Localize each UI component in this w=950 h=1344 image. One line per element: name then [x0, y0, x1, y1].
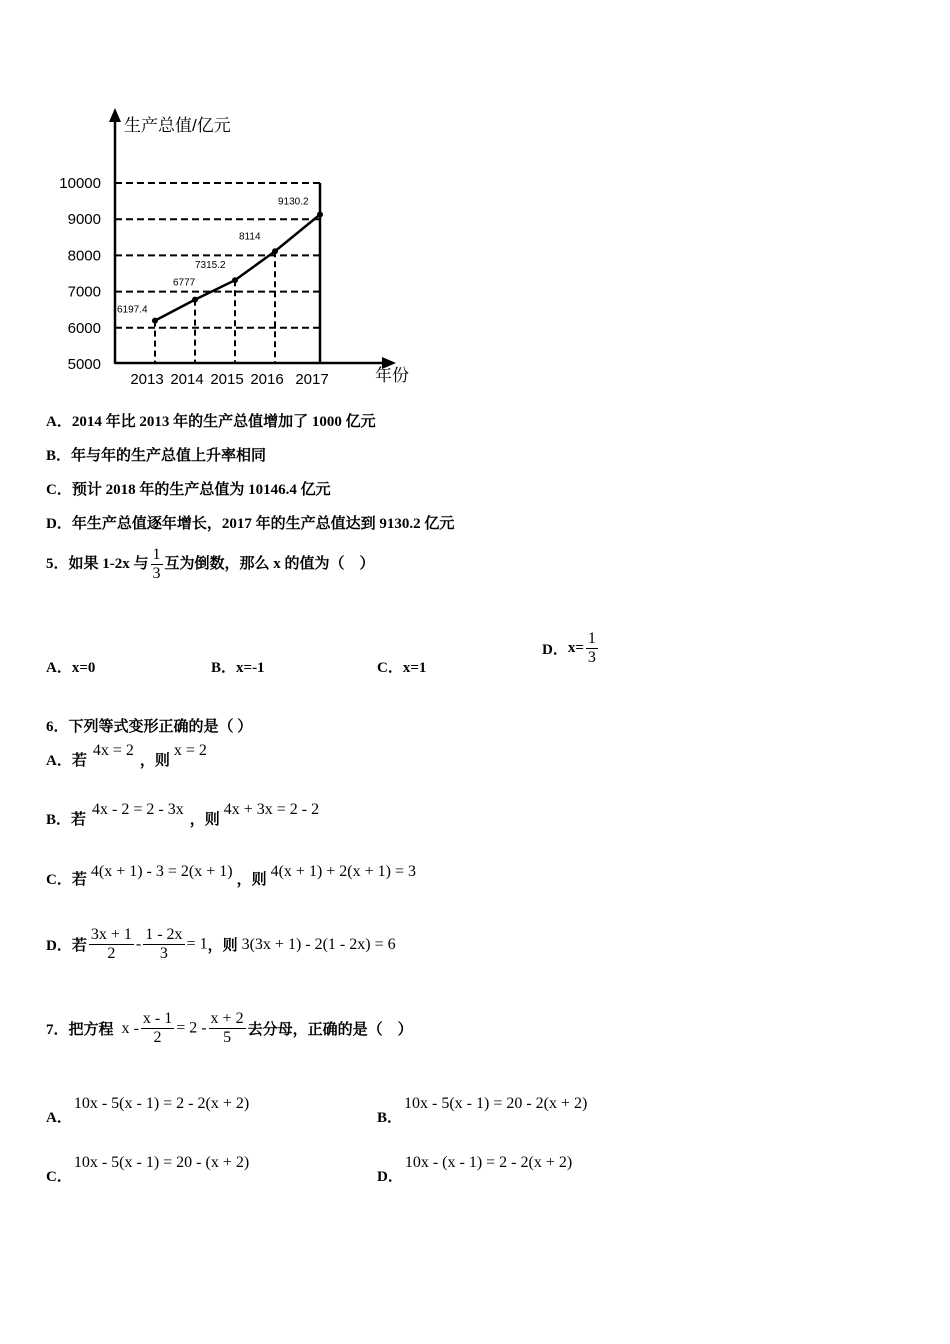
option-label: D．: [377, 1169, 403, 1185]
condition-expr: 4x - 2 = 2 - 3x: [92, 801, 184, 818]
option-label: B．: [377, 1110, 403, 1126]
option-label: B．: [46, 448, 72, 464]
option-text: x=: [567, 640, 584, 656]
option-text: x=0: [71, 660, 96, 676]
y-axis-arrow: [109, 108, 121, 122]
option-label: D．: [542, 642, 568, 658]
data-label-2015: 7315.2: [195, 260, 226, 272]
q6-option-a[interactable]: [46, 742, 207, 770]
y-tick-label-7000: 7000: [67, 283, 101, 301]
q4-option-d[interactable]: [46, 512, 454, 533]
option-label: A．: [46, 660, 72, 676]
data-point-2016: [272, 248, 278, 254]
equation-part: = 2 -: [176, 1019, 207, 1037]
q5-option-c[interactable]: [377, 656, 426, 677]
option-label: A．: [46, 414, 72, 430]
q4-option-a[interactable]: [46, 410, 376, 431]
ze-text: ，则: [189, 812, 220, 828]
option-text: x=-1: [236, 660, 265, 676]
ze-text: ，则: [236, 872, 267, 888]
x-tick-label-2013: 2013: [130, 371, 164, 388]
option-expr: 10x - (x - 1) = 2 - 2(x + 2): [404, 1154, 573, 1171]
stem-text: 把方程: [68, 1022, 114, 1038]
numerator: 1: [152, 546, 161, 563]
ze-text: ，则: [139, 753, 170, 769]
result-expr: x = 2: [173, 742, 207, 759]
y-tick-label-8000: 8000: [67, 247, 101, 265]
fraction-one-third: [151, 546, 163, 583]
ruo-text: 若: [71, 938, 87, 954]
y-axis-label: 生产总值/亿元: [124, 116, 231, 135]
denominator: 2: [107, 945, 116, 962]
ruo-text: 若: [71, 872, 87, 888]
stem-text: 去分母，正确的是（ ）: [247, 1022, 413, 1038]
q7-option-b[interactable]: [377, 1092, 588, 1126]
data-point-2017: [317, 211, 323, 217]
y-tick-label-10000: 10000: [59, 175, 101, 192]
fraction-x-minus-1-over-2: [141, 1010, 174, 1047]
fraction-one-third: [586, 630, 598, 667]
option-text: 年生产总值逐年增长，2017 年的生产总值达到 9130.2 亿元: [71, 516, 455, 532]
question-number: 6．: [46, 719, 69, 735]
equals-one: = 1: [186, 935, 208, 953]
q5-option-b[interactable]: [211, 656, 265, 677]
x-tick-label-2016: 2016: [250, 371, 284, 388]
denominator: 3: [152, 565, 161, 582]
data-label-2014: 6777: [173, 277, 196, 289]
result-expr: 4x + 3x = 2 - 2: [223, 801, 320, 818]
data-point-2013: [152, 318, 158, 324]
option-label: D．: [46, 938, 72, 954]
result-expr: 4(x + 1) + 2(x + 1) = 3: [270, 863, 416, 880]
q6-option-d[interactable]: [46, 926, 396, 963]
denominator: 5: [223, 1029, 232, 1046]
ruo-text: 若: [71, 753, 87, 769]
q7-option-a[interactable]: [46, 1092, 250, 1126]
x-tick-label-2017: 2017: [295, 371, 329, 388]
numerator: x + 2: [210, 1010, 244, 1027]
numerator: 1: [587, 630, 596, 647]
ze-text: ，则: [207, 938, 238, 954]
stem-text: 互为倒数，那么 x 的值为（ ）: [164, 555, 375, 572]
minus-sign: -: [135, 935, 142, 953]
data-label-2016: 8114: [239, 231, 261, 243]
equation-part: x -: [121, 1019, 139, 1037]
y-tick-label-5000: 5000: [67, 356, 101, 373]
condition-expr: 4(x + 1) - 3 = 2(x + 1): [90, 863, 233, 880]
q7-option-c[interactable]: [46, 1151, 250, 1185]
option-label: C．: [46, 1169, 72, 1185]
numerator: x - 1: [142, 1010, 173, 1027]
option-label: B．: [46, 812, 72, 828]
option-expr: 10x - 5(x - 1) = 20 - (x + 2): [73, 1154, 250, 1171]
x-tick-label-2014: 2014: [170, 371, 204, 388]
option-text: 预计 2018 年的生产总值为 10146.4 亿元: [71, 482, 331, 498]
y-tick-label-9000: 9000: [67, 211, 101, 229]
data-label-2017: 9130.2: [278, 196, 309, 208]
fraction-x-plus-2-over-5: [209, 1010, 246, 1047]
option-text: 年与年的生产总值上升率相同: [71, 448, 267, 464]
denominator: 3: [159, 945, 168, 962]
question-number: 7．: [46, 1022, 69, 1038]
option-label: C．: [46, 872, 72, 888]
numerator: 1 - 2x: [145, 926, 183, 943]
data-point-2014: [192, 297, 198, 303]
option-text: x=1: [402, 660, 427, 676]
x-axis-label: 年份: [375, 366, 409, 385]
condition-expr: 4x = 2: [92, 742, 134, 759]
q7-stem: [46, 1010, 413, 1047]
option-text: 2014 年比 2013 年的生产总值增加了 1000 亿元: [71, 414, 376, 430]
q5-option-d[interactable]: [542, 630, 600, 667]
result-expr: 3(3x + 1) - 2(1 - 2x) = 6: [241, 935, 396, 953]
q4-option-b[interactable]: [46, 444, 266, 465]
series-line: [155, 214, 320, 320]
data-label-2013: 6197.4: [117, 304, 148, 316]
q5-stem: [46, 546, 375, 583]
x-tick-label-2015: 2015: [210, 371, 244, 388]
q4-option-c[interactable]: [46, 478, 331, 499]
y-tick-label-6000: 6000: [67, 319, 101, 337]
option-expr: 10x - 5(x - 1) = 20 - 2(x + 2): [404, 1095, 588, 1112]
stem-text: 下列等式变形正确的是（ ）: [68, 719, 253, 735]
option-label: C．: [46, 482, 72, 498]
option-expr: 10x - 5(x - 1) = 2 - 2(x + 2): [73, 1095, 250, 1112]
option-label: B．: [211, 660, 237, 676]
numerator: 3x + 1: [90, 926, 132, 943]
q6-option-c[interactable]: [46, 863, 416, 889]
option-label: A．: [46, 1110, 72, 1126]
option-label: A．: [46, 753, 72, 769]
denominator: 3: [587, 649, 596, 666]
gdp-line-chart: [0, 0, 950, 400]
data-point-2015: [232, 277, 238, 283]
question-number: 5．: [46, 555, 69, 572]
q7-option-d[interactable]: [377, 1151, 573, 1185]
denominator: 2: [153, 1029, 162, 1046]
ruo-text: 若: [71, 812, 87, 828]
fraction-3x-plus-1-over-2: [89, 926, 134, 963]
q6-option-b[interactable]: [46, 801, 320, 829]
q6-stem: [46, 715, 252, 736]
option-label: C．: [377, 660, 403, 676]
q5-option-a[interactable]: [46, 656, 95, 677]
option-label: D．: [46, 516, 72, 532]
stem-text: 如果 1-2x 与: [68, 555, 149, 572]
fraction-1-minus-2x-over-3: [143, 926, 184, 963]
